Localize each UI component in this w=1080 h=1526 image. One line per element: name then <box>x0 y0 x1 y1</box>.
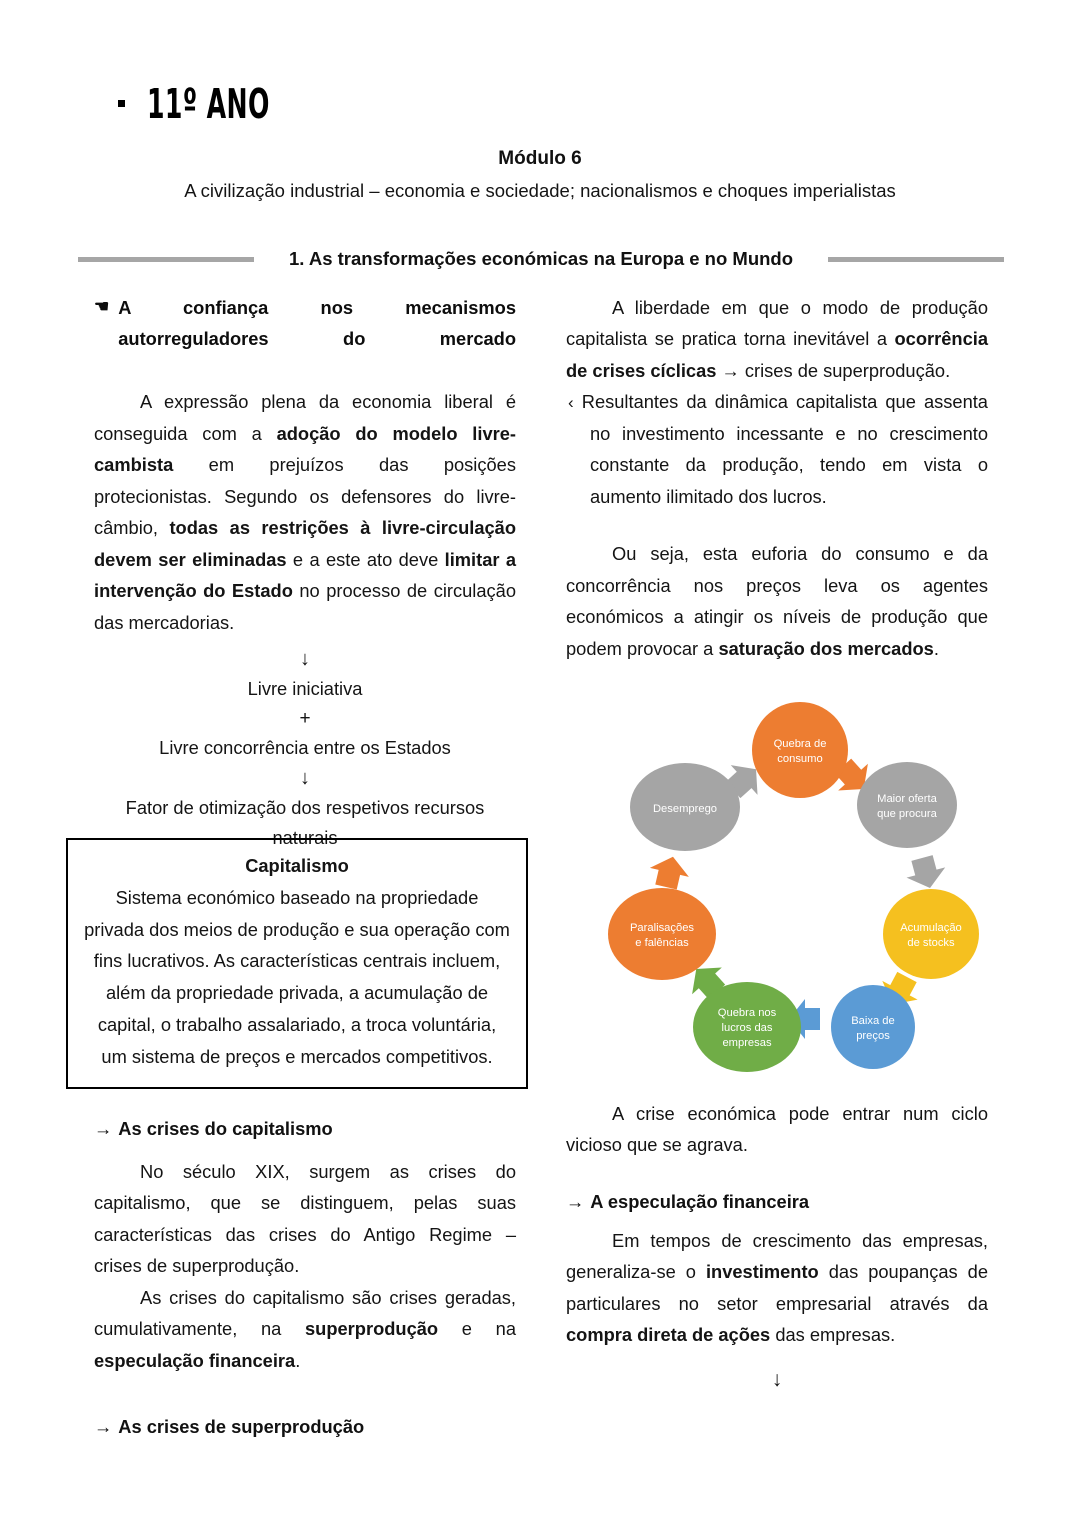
flow-node-1: Livre iniciativa <box>247 678 363 700</box>
node-label-consumo-line2: consumo <box>777 753 823 765</box>
section-title: 1. As transformações económicas na Europa e no Mundo <box>288 248 794 269</box>
rp1-t2: → crises de superprodução. <box>716 359 951 381</box>
rp1-b1: ocorrência de crises cíclicas <box>566 328 988 381</box>
cycle-node-acumulacao-de-stocks <box>883 889 979 979</box>
lp1-t1: A expressão plena da economia liberal é conseguida com a <box>94 391 516 444</box>
right-paragraph-5 <box>566 1225 988 1351</box>
year-label: 11º ANO <box>147 81 270 129</box>
right-paragraph-1 <box>566 292 988 386</box>
node-label-oferta-line2: que procura <box>877 808 937 820</box>
arrow-right-icon-2: → <box>94 1416 113 1438</box>
module-subtitle: A civilização industrial – economia e sociedade; nacionalismos e choques imperialistas <box>184 180 896 201</box>
left-heading-2 <box>94 1118 516 1140</box>
capitalismo-box-body: Sistema económico baseado na propriedade privada dos meios de produção e sua operação com fins lucrativos. As características centrais incluem, além da propriedade privada, a acumulação de capital, o trabalho assalariado, a troca voluntária, um sistema de preços e mercados competitivos. <box>84 886 510 1067</box>
left-heading-3 <box>94 1416 516 1438</box>
left-paragraph-2: No século XIX, surgem as crises do capitalismo, que se distinguem, pelas suas características das crises do Antigo Regime – crises de superprodução. <box>94 1161 516 1277</box>
left-paragraph-1 <box>94 386 516 638</box>
node-label-stocks-line2: de stocks <box>907 937 955 949</box>
rp3-t2: . <box>933 637 939 659</box>
node-label-lucros-line1: Quebra nos <box>717 1007 777 1019</box>
rp5-t2: das poupanças de particulares no setor empresarial através da <box>566 1261 989 1314</box>
arrow-oferta-to-stocks <box>903 853 950 893</box>
arrow-right-icon-3: → <box>566 1190 585 1212</box>
left-heading-3-label: As crises de superprodução <box>118 1416 365 1438</box>
left-flow-diagram <box>94 644 516 852</box>
flow-plus: + <box>299 707 311 729</box>
left-heading-1-label: A confiança nos mecanismos autorreguladores do mercado <box>118 297 516 350</box>
arrow-paralisacoes-to-desemprego <box>647 852 693 891</box>
right-paragraph-3 <box>566 538 988 664</box>
rp3-t1: Ou seja, esta euforia do consumo e da concorrência nos preços leva os agentes económicos a atingir os níveis de produção que podem provocar a <box>566 543 988 659</box>
lp3-t2: e na <box>438 1318 516 1340</box>
cycle-node-desemprego <box>630 763 740 851</box>
cycle-node-quebra-nos-lucros-das-empresas <box>693 982 801 1072</box>
right-heading-1 <box>566 1191 988 1213</box>
left-column-lower <box>94 1118 516 1438</box>
year-heading <box>118 81 301 129</box>
node-label-stocks-line1: Acumulação <box>900 922 962 934</box>
flag-bullet-icon: ☚ <box>94 297 110 316</box>
node-label-precos-line2: preços <box>856 1030 890 1042</box>
cycle-node-maior-oferta-que-procura <box>857 762 957 848</box>
lp1-b1: adoção do modelo livre-cambista <box>94 422 516 476</box>
left-heading-2-label: As crises do capitalismo <box>118 1118 333 1139</box>
lp3-t3: . <box>295 1349 301 1371</box>
node-label-desemprego: Desemprego <box>652 803 718 815</box>
section-divider <box>78 248 1004 270</box>
left-heading-1 <box>94 292 516 386</box>
flow-arrow-1: ↓ <box>300 648 310 671</box>
node-label-precos-line1: Baixa de <box>851 1015 895 1027</box>
lp3-b1: superprodução <box>305 1318 439 1340</box>
arrow-right-icon-1: → <box>94 1118 113 1139</box>
cycle-node-quebra-de-consumo <box>752 702 848 798</box>
left-paragraph-3 <box>94 1282 516 1376</box>
right-chevron-paragraph <box>566 386 988 512</box>
lp3-b2: especulação financeira <box>94 1349 296 1371</box>
divider-rule-right <box>828 257 1004 262</box>
lp3-t1: As crises do capitalismo são crises geradas, cumulativamente, na <box>94 1286 516 1340</box>
square-bullet-icon <box>118 100 125 107</box>
flow-arrow-2: ↓ <box>300 766 310 789</box>
chevron-left-bullet-icon: ‹ <box>568 393 574 413</box>
right-down-arrow: ↓ <box>771 1367 783 1391</box>
lp1-t4: no processo de circulação das mercadorias. <box>94 580 517 633</box>
rp1-t1: A liberdade em que o modo de produção capitalista se pratica torna inevitável a <box>566 297 988 350</box>
capitalismo-box-title: Capitalismo <box>245 855 349 876</box>
rp5-b2: compra direta de ações <box>566 1324 771 1346</box>
node-label-lucros-line3: empresas <box>722 1037 772 1049</box>
lp1-t2: em prejuízos das posições protecionistas. Segundo os defensores do livre-câmbio, <box>94 454 516 539</box>
right-heading-1-label: A especulação financeira <box>590 1190 810 1212</box>
node-label-lucros-line2: lucros das <box>721 1022 773 1034</box>
node-label-paralisacoes-line2: e falências <box>635 937 689 949</box>
lp1-b3: limitar a intervenção do Estado <box>94 548 517 602</box>
node-label-consumo-line1: Quebra de <box>773 738 827 750</box>
lp1-t3: e a este ato deve <box>286 548 445 570</box>
capitalismo-definition-box <box>66 838 528 1089</box>
module-title: Módulo 6 <box>498 148 582 169</box>
rp5-t1: Em tempos de crescimento das empresas, generaliza-se o <box>566 1229 988 1283</box>
crisis-cycle-diagram <box>600 702 1000 1084</box>
flow-node-3: Fator de otimização dos respetivos recursos naturais <box>125 796 485 848</box>
lp1-b2: todas as restrições à livre-circulação devem ser eliminadas <box>94 517 516 570</box>
cycle-node-baixa-de-precos <box>831 985 915 1069</box>
rp3-b1: saturação dos mercados <box>718 637 934 659</box>
left-column <box>94 292 516 852</box>
right-paragraph-2: Resultantes da dinâmica capitalista que assenta no investimento incessante e no crescimento constante da produção, tendo em vista o aumento ilimitado dos lucros. <box>581 391 988 507</box>
cycle-node-paralisacoes-e-falencias <box>608 888 716 980</box>
cycle-diagram-svg <box>600 702 1000 1084</box>
right-column-lower <box>566 1098 988 1390</box>
divider-rule-left <box>78 257 254 262</box>
node-label-oferta-line1: Maior oferta <box>877 793 937 805</box>
node-label-paralisacoes-line1: Paralisações <box>629 922 695 934</box>
right-paragraph-4: A crise económica pode entrar num ciclo vicioso que se agrava. <box>566 1103 988 1156</box>
right-column <box>566 292 988 664</box>
rp5-t3: das empresas. <box>770 1324 896 1346</box>
rp5-b1: investimento <box>705 1261 819 1283</box>
flow-node-2: Livre concorrência entre os Estados <box>159 737 451 759</box>
